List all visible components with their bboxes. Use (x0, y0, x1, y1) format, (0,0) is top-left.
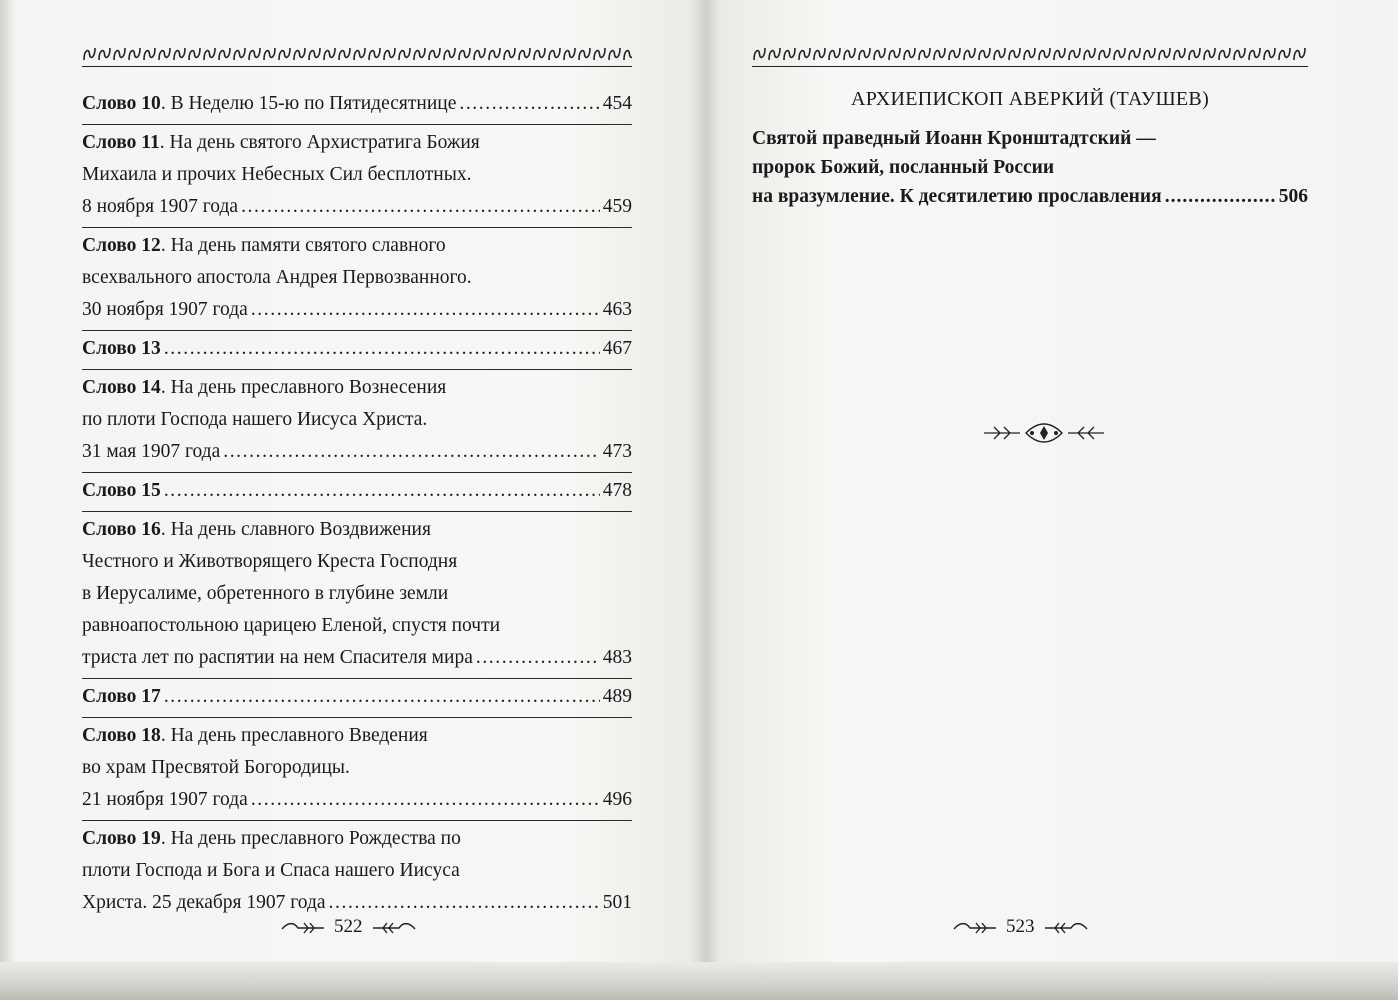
entry-line (82, 230, 632, 262)
dot-leader (164, 475, 600, 507)
header-ornament-band (752, 44, 1308, 67)
entry-text (82, 475, 161, 507)
entry-number: Слово 17 (82, 686, 161, 707)
entry-line (82, 610, 632, 642)
entry-text (82, 191, 238, 223)
entry-separator (82, 468, 632, 473)
entry-text (82, 88, 456, 120)
page-number-footer (952, 916, 1089, 938)
entry-last-line: 21 ноября 1907 года (82, 789, 248, 810)
entry-text (82, 642, 473, 674)
entry-separator (82, 365, 632, 370)
entry-page-number: 459 (602, 196, 632, 217)
entry-separator (82, 713, 632, 718)
entry-text: во храм Пресвятой Богородицы. (82, 757, 350, 778)
toc-entry (82, 230, 632, 326)
toc-entry (82, 720, 632, 816)
entry-line (82, 159, 632, 191)
entry-separator (82, 223, 632, 228)
entry-text: . На день преславного Вознесения (160, 377, 447, 398)
dot-leader (164, 681, 600, 713)
entry-line (82, 514, 632, 546)
toc-entry (82, 514, 632, 674)
entry-line (82, 262, 632, 294)
entry-text (82, 887, 326, 919)
toc-entry (82, 823, 632, 919)
right-page (752, 0, 1308, 962)
page-edge-shadow (0, 0, 16, 1000)
toc-entry (82, 333, 632, 365)
dot-leader (1165, 182, 1276, 211)
page-number-footer (280, 916, 417, 938)
entry-page-number: 478 (602, 480, 632, 501)
entry-last-line: . В Неделю 15-ю по Пятидесятнице (160, 93, 457, 114)
entry-page-number: 506 (1278, 186, 1308, 207)
toc-entry (82, 88, 632, 120)
entry-last-line: 8 ноября 1907 года (82, 196, 239, 217)
toc-entry (82, 681, 632, 713)
entry-separator (82, 674, 632, 679)
entry-text: по плоти Господа нашего Иисуса Христа. (82, 409, 428, 430)
header-ornament-band (82, 44, 632, 67)
entry-page-number: 483 (602, 647, 632, 668)
entry-page-number: 467 (602, 338, 632, 359)
entry-separator (82, 120, 632, 125)
entry-last-line: 31 мая 1907 года (82, 441, 221, 462)
entry-number: Слово 16 (82, 519, 161, 540)
entry-leader-line (82, 333, 632, 365)
dot-leader (223, 436, 600, 468)
vignette-flourish-icon (980, 420, 1108, 446)
dot-leader (329, 887, 600, 919)
ornament-border-icon (752, 44, 1308, 64)
book-bottom-edge (0, 962, 1398, 1000)
entry-separator (82, 507, 632, 512)
page-number: 522 (334, 916, 363, 937)
entry-leader-line (82, 887, 632, 919)
entry-text: . На день преславного Введения (160, 725, 428, 746)
entry-line (82, 372, 632, 404)
entry-last-line: 30 ноября 1907 года (82, 299, 248, 320)
dot-leader (251, 294, 600, 326)
toc-entry (752, 124, 1308, 211)
entry-leader-line (82, 784, 632, 816)
vignette-ornament (980, 420, 1108, 451)
entry-number: Слово 13 (82, 338, 161, 359)
entry-line (82, 404, 632, 436)
entry-leader-line (82, 642, 632, 674)
entry-text: . На день славного Воздвижения (160, 519, 431, 540)
dot-leader (164, 333, 600, 365)
entry-separator (82, 816, 632, 821)
entry-page-number: 496 (602, 789, 632, 810)
entry-text: . На день памяти святого славного (160, 235, 446, 256)
entry-page-number: 489 (602, 686, 632, 707)
entry-number: Слово 19 (82, 828, 161, 849)
entry-line (82, 720, 632, 752)
entry-separator (82, 326, 632, 331)
flourish-left-icon (952, 920, 998, 934)
entry-text: Честного и Животворящего Креста Господня (82, 551, 458, 572)
entry-number: Слово 10 (82, 93, 161, 114)
dot-leader (241, 191, 600, 223)
toc-entry (82, 127, 632, 223)
entry-text: равноапостольною царицею Еленой, спустя почти (82, 615, 501, 636)
entry-text (82, 784, 248, 816)
entry-number: Слово 15 (82, 480, 161, 501)
entry-number: Слово 18 (82, 725, 161, 746)
flourish-left-icon (280, 920, 326, 934)
entry-text (82, 681, 161, 713)
entry-last-line: Христа. 25 декабря 1907 года (82, 892, 326, 913)
entry-line (82, 855, 632, 887)
entry-leader-line (82, 191, 632, 223)
entry-text (82, 436, 220, 468)
dot-leader (459, 88, 599, 120)
entry-line (82, 546, 632, 578)
table-of-contents (82, 88, 632, 919)
entry-last-line: триста лет по распятии на нем Спасителя мира (82, 647, 473, 668)
entry-leader-line (82, 475, 632, 507)
entry-line (82, 823, 632, 855)
entry-text: . На день преславного Рождества по (160, 828, 461, 849)
entry-number: Слово 12 (82, 235, 161, 256)
page-number: 523 (1006, 916, 1035, 937)
entry-text: всехвального апостола Андрея Первозванного. (82, 267, 472, 288)
entry-page-number: 454 (602, 93, 632, 114)
entry-line: пророк Божий, посланный России (752, 157, 1055, 178)
entry-leader-line (82, 436, 632, 468)
dot-leader (251, 784, 600, 816)
entry-line (82, 127, 632, 159)
entry-text: Михаила и прочих Небесных Сил бесплотных. (82, 164, 472, 185)
flourish-right-icon (371, 920, 417, 934)
entry-line: Святой праведный Иоанн Кронштадтский — (752, 128, 1156, 149)
toc-entry (82, 372, 632, 468)
entry-leader-line (82, 88, 632, 120)
flourish-right-icon (1043, 920, 1089, 934)
entry-text (82, 294, 248, 326)
entry-line: на вразумление. К десятилетию прославления (752, 186, 1162, 207)
left-page (82, 0, 632, 962)
entry-text: плоти Господа и Бога и Спаса нашего Иисуса (82, 860, 460, 881)
entry-number: Слово 14 (82, 377, 161, 398)
entry-number: Слово 11 (82, 132, 160, 153)
entry-page-number: 501 (602, 892, 632, 913)
entry-line (82, 578, 632, 610)
toc-entry (82, 475, 632, 507)
entry-line (82, 752, 632, 784)
entry-leader-line (752, 182, 1308, 211)
ornament-border-icon (82, 44, 632, 64)
entry-text (82, 333, 161, 365)
entry-text: в Иерусалиме, обретенного в глубине земли (82, 583, 449, 604)
entry-page-number: 473 (602, 441, 632, 462)
running-head: АРХИЕПИСКОП АВЕРКИЙ (ТАУШЕВ) (850, 88, 1210, 110)
entry-leader-line (82, 294, 632, 326)
entry-text: . На день святого Архистратига Божия (159, 132, 480, 153)
entry-page-number: 463 (602, 299, 632, 320)
dot-leader (476, 642, 600, 674)
entry-leader-line (82, 681, 632, 713)
